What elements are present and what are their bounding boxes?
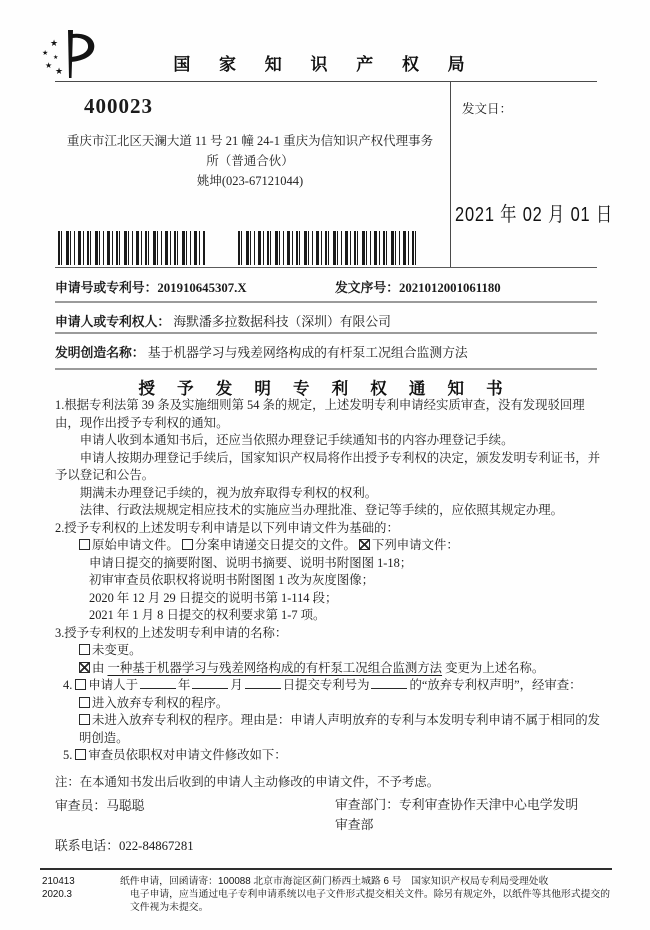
phone-label: 联系电话： [55,839,119,853]
applicant-label: 申请人或专利权人： [55,315,171,329]
document-line-2: 初审审查员依职权将说明书附图图 1 改为灰度图像； [89,573,374,587]
examiner-label: 审查员： [55,799,107,813]
option-not-enter-label: 未进入放弃专利权的程序。理由是：申请人声明放弃的专利与本发明专利申请不属于相同的发明创造。 [79,713,601,745]
application-number-value: 201910645307.X [157,281,247,295]
application-number-row [55,277,600,296]
footer-instructions [120,875,612,914]
barcode-application [58,231,206,265]
body-paragraph-3: 申请人按期办理登记手续后，国家知识产权局将作出授予专利权的决定，颁发发明专利证书，并予以登记和公告。 [55,450,601,482]
examination-department [335,795,587,835]
item4-text-d: 的“放弃专利权声明”，经审查： [409,678,582,692]
checkbox-not-enter-abandon [79,714,90,725]
applicant-value: 海默潘多拉数据科技（深圳）有限公司 [173,315,391,329]
not-enter-abandon-line [55,712,601,747]
blank-year [140,677,176,689]
option-enter-label: 进入放弃专利权的程序。 [92,695,229,710]
signature-block [55,795,601,853]
dispatch-number-value: 2021012001061180 [398,281,501,295]
item4-month-label: 月 [230,678,243,692]
invention-title-label: 发明创造名称： [55,346,145,360]
address-line-2: 所（普通合伙） [206,154,294,168]
department-name: 专利审查协作天津中心电学发明审查部 [335,798,579,832]
phone-number: 022-84867281 [118,839,194,853]
body-item-5 [55,747,601,765]
addressee-contact: 姚坤(023-67121044) [196,174,304,188]
body-paragraph-2: 申请人收到本通知书后，还应当依照办理登记手续通知书的内容办理登记手续。 [79,433,514,447]
name-changed-line [55,660,601,678]
barcode-dispatch [238,231,416,265]
row-divider [55,267,597,268]
svg-text:★: ★ [42,49,49,57]
svg-text:★: ★ [53,55,59,61]
option-original-label: 原始申请文件。 [92,538,179,552]
e-filing-instruction: 电子申请，应当通过电子专利申请系统以电子文件形式提交相关文件。除另有规定外，以纸件等其他形式提交的文件视为未提交。 [130,889,611,913]
invention-title-row [55,342,600,361]
item5-number: 5. [63,748,73,762]
document-line-1: 申请日提交的摘要附图、说明书摘要、说明书附图图 1-18； [89,555,413,570]
dispatch-date-stamp: 2021 年 02 月 01 日 [455,204,614,226]
enter-abandon-line [55,695,601,713]
checkbox-enter-abandon [79,697,90,708]
note-line: 注：在本通知书发出后收到的申请人主动修改的申请文件，不予考虑。 [55,774,440,789]
department-label: 审查部门： [335,798,399,812]
contact-phone [55,835,194,854]
invention-title-value: 基于机器学习与残差网络构成的有杆泵工况组合监测方法 [147,346,468,360]
postal-code: 400023 [84,94,153,118]
paper-filing-instruction: 纸件申请，回函请寄：100088 北京市海淀区蓟门桥西土城路 6 号 国家知识产权局专利局受理处收 [120,876,549,887]
body-paragraph-4: 期满未办理登记手续的，视为放弃取得专利权的权利。 [79,485,378,500]
body-item-2: 2.授予专利权的上述发明专利申请是以下列申请文件为基础的： [55,520,399,535]
row-divider [55,368,597,370]
svg-text:★: ★ [55,66,64,76]
dispatch-date-label: 发文日： [462,102,513,116]
footer-divider [40,868,612,870]
checkbox-original-files [79,539,90,550]
option-following-label: 下列申请文件： [372,538,459,552]
change-suffix: 变更为上述名称。 [445,660,545,675]
row-divider [55,301,597,303]
option-unchanged-label: 未变更。 [92,643,142,657]
blank-patent-no [371,677,407,689]
previous-invention-name: 一种基于机器学习与残差网络构成的有杆泵工况组合监测方法 [107,660,443,675]
blank-month [192,677,228,689]
checkbox-examiner-amendment [75,749,86,760]
svg-text:★: ★ [45,61,53,70]
notice-body [55,397,601,791]
change-prefix: 由 [92,660,105,675]
body-item-4 [55,677,601,695]
notice-title: 授 予 发 明 专 利 权 通 知 书 [138,379,512,398]
option-divisional-label: 分案申请递交日提交的文件。 [194,538,356,552]
item4-text-c: 日提交专利号为 [282,678,370,692]
dispatch-number-label: 发文序号： [335,281,399,295]
item5-label: 审查员依职权对申请文件修改如下： [88,748,287,762]
checkbox-name-changed [79,662,90,673]
name-unchanged-line [55,642,601,660]
form-codes [42,875,75,901]
checkbox-following-files [359,539,370,550]
checkbox-name-unchanged [79,644,90,655]
examiner-name: 马聪聪 [106,799,145,813]
checkbox-abandon-statement [75,679,86,690]
blank-day [245,677,281,689]
org-title: 国 家 知 识 产 权 局 [173,55,477,74]
document-line-4: 2021 年 1 月 8 日提交的权利要求第 1-7 项。 [89,608,326,622]
item4-text-a: 申请人于 [88,678,138,692]
addressee-address [58,131,442,191]
form-code-1: 210413 [42,876,75,887]
body-item-3: 3.授予专利权的上述发明专利申请的名称： [55,625,288,640]
basis-options-line [55,537,601,555]
body-paragraph-1: 1.根据专利法第 39 条及实施细则第 54 条的规定，上述发明专利申请经实质审查，没有发现驳回理由，现作出授予专利权的通知。 [55,398,585,430]
row-divider [55,332,597,334]
document-line-3: 2020 年 12 月 29 日提交的说明书第 1-114 段； [89,590,338,605]
checkbox-divisional-files [182,539,193,550]
svg-text:★: ★ [50,38,59,48]
application-number-label: 申请号或专利号： [55,281,158,295]
item4-number: 4. [63,678,73,692]
header-divider [55,81,597,82]
form-code-2: 2020.3 [42,889,72,900]
applicant-row [55,311,600,330]
vertical-divider [450,81,451,268]
item4-year-label: 年 [177,678,191,692]
address-line-1: 重庆市江北区天澜大道 11 号 21 幢 24-1 重庆为信知识产权代理事务 [66,134,434,148]
body-paragraph-5: 法律、行政法规规定相应技术的实施应当办理批准、登记等手续的，应依照其规定办理。 [79,503,564,517]
